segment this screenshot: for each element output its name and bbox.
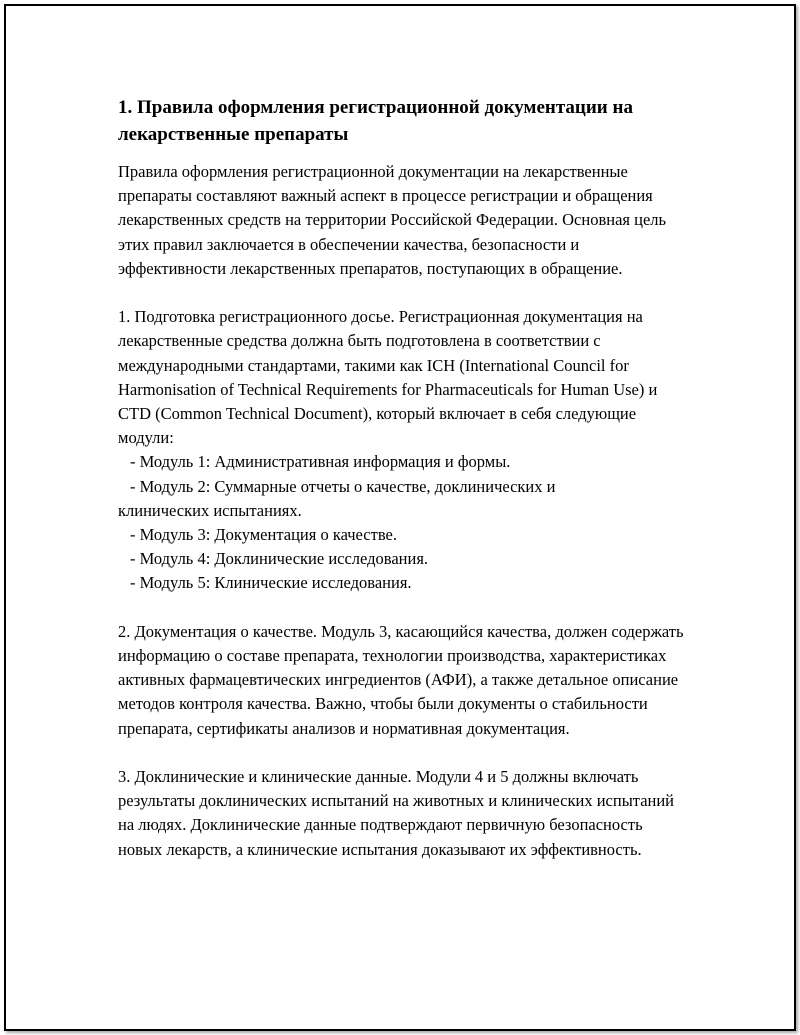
document-body (118, 94, 690, 886)
section-1 (118, 305, 690, 595)
section-3-paragraph: 3. Доклинические и клинические данные. Модули 4 и 5 должны включать результаты доклинических испытаний на животных и клинических испытаний на людях. Доклинические данные подтверждают первичную безопасность новых лекарств, а клинические испытания доказывают их эффективность. (118, 767, 675, 859)
module-1-item: - Модуль 1: Административная информация и формы. (130, 452, 511, 472)
module-5-item: - Модуль 5: Клинические исследования. (130, 573, 412, 593)
document-heading: 1. Правила оформления регистрационной документации на лекарственные препараты (118, 97, 633, 145)
section-1-text: 1. Подготовка регистрационного досье. Регистрационная документация на лекарственные средства должна быть подготовлена в соответствии с международными стандартами, такими как ICH (International Council for Harmonisation of Technical Requirements for Pharmaceuticals for Human Use) и CTD (Common Technical Document), который включает в себя следующие модули: (118, 307, 658, 448)
section-2-paragraph: 2. Документация о качестве. Модуль 3, касающийся качества, должен содержать информацию о составе препарата, технологии производства, характеристиках активных фармацевтических ингредиентов (АФИ), а также детальное описание методов контроля качества. Важно, чтобы были документы о стабильности препарата, сертификаты анализов и нормативная документация. (118, 621, 684, 738)
intro-paragraph: Правила оформления регистрационной документации на лекарственные препараты составляют важный аспект в процессе регистрации и обращения лекарственных средств на территории Российской Федерации. Основная цель этих правил заключается в обеспечении качества, безопасности и эффективности лекарственных препаратов, поступающих в обращение. (118, 162, 667, 278)
module-4-item: - Модуль 4: Доклинические исследования. (130, 549, 429, 569)
module-3-item: - Модуль 3: Документация о качестве. (130, 525, 397, 545)
module-2-item: - Модуль 2: Суммарные отчеты о качестве, доклинических и (130, 476, 556, 496)
module-2-item-continuation: клинических испытаниях. (118, 500, 302, 520)
